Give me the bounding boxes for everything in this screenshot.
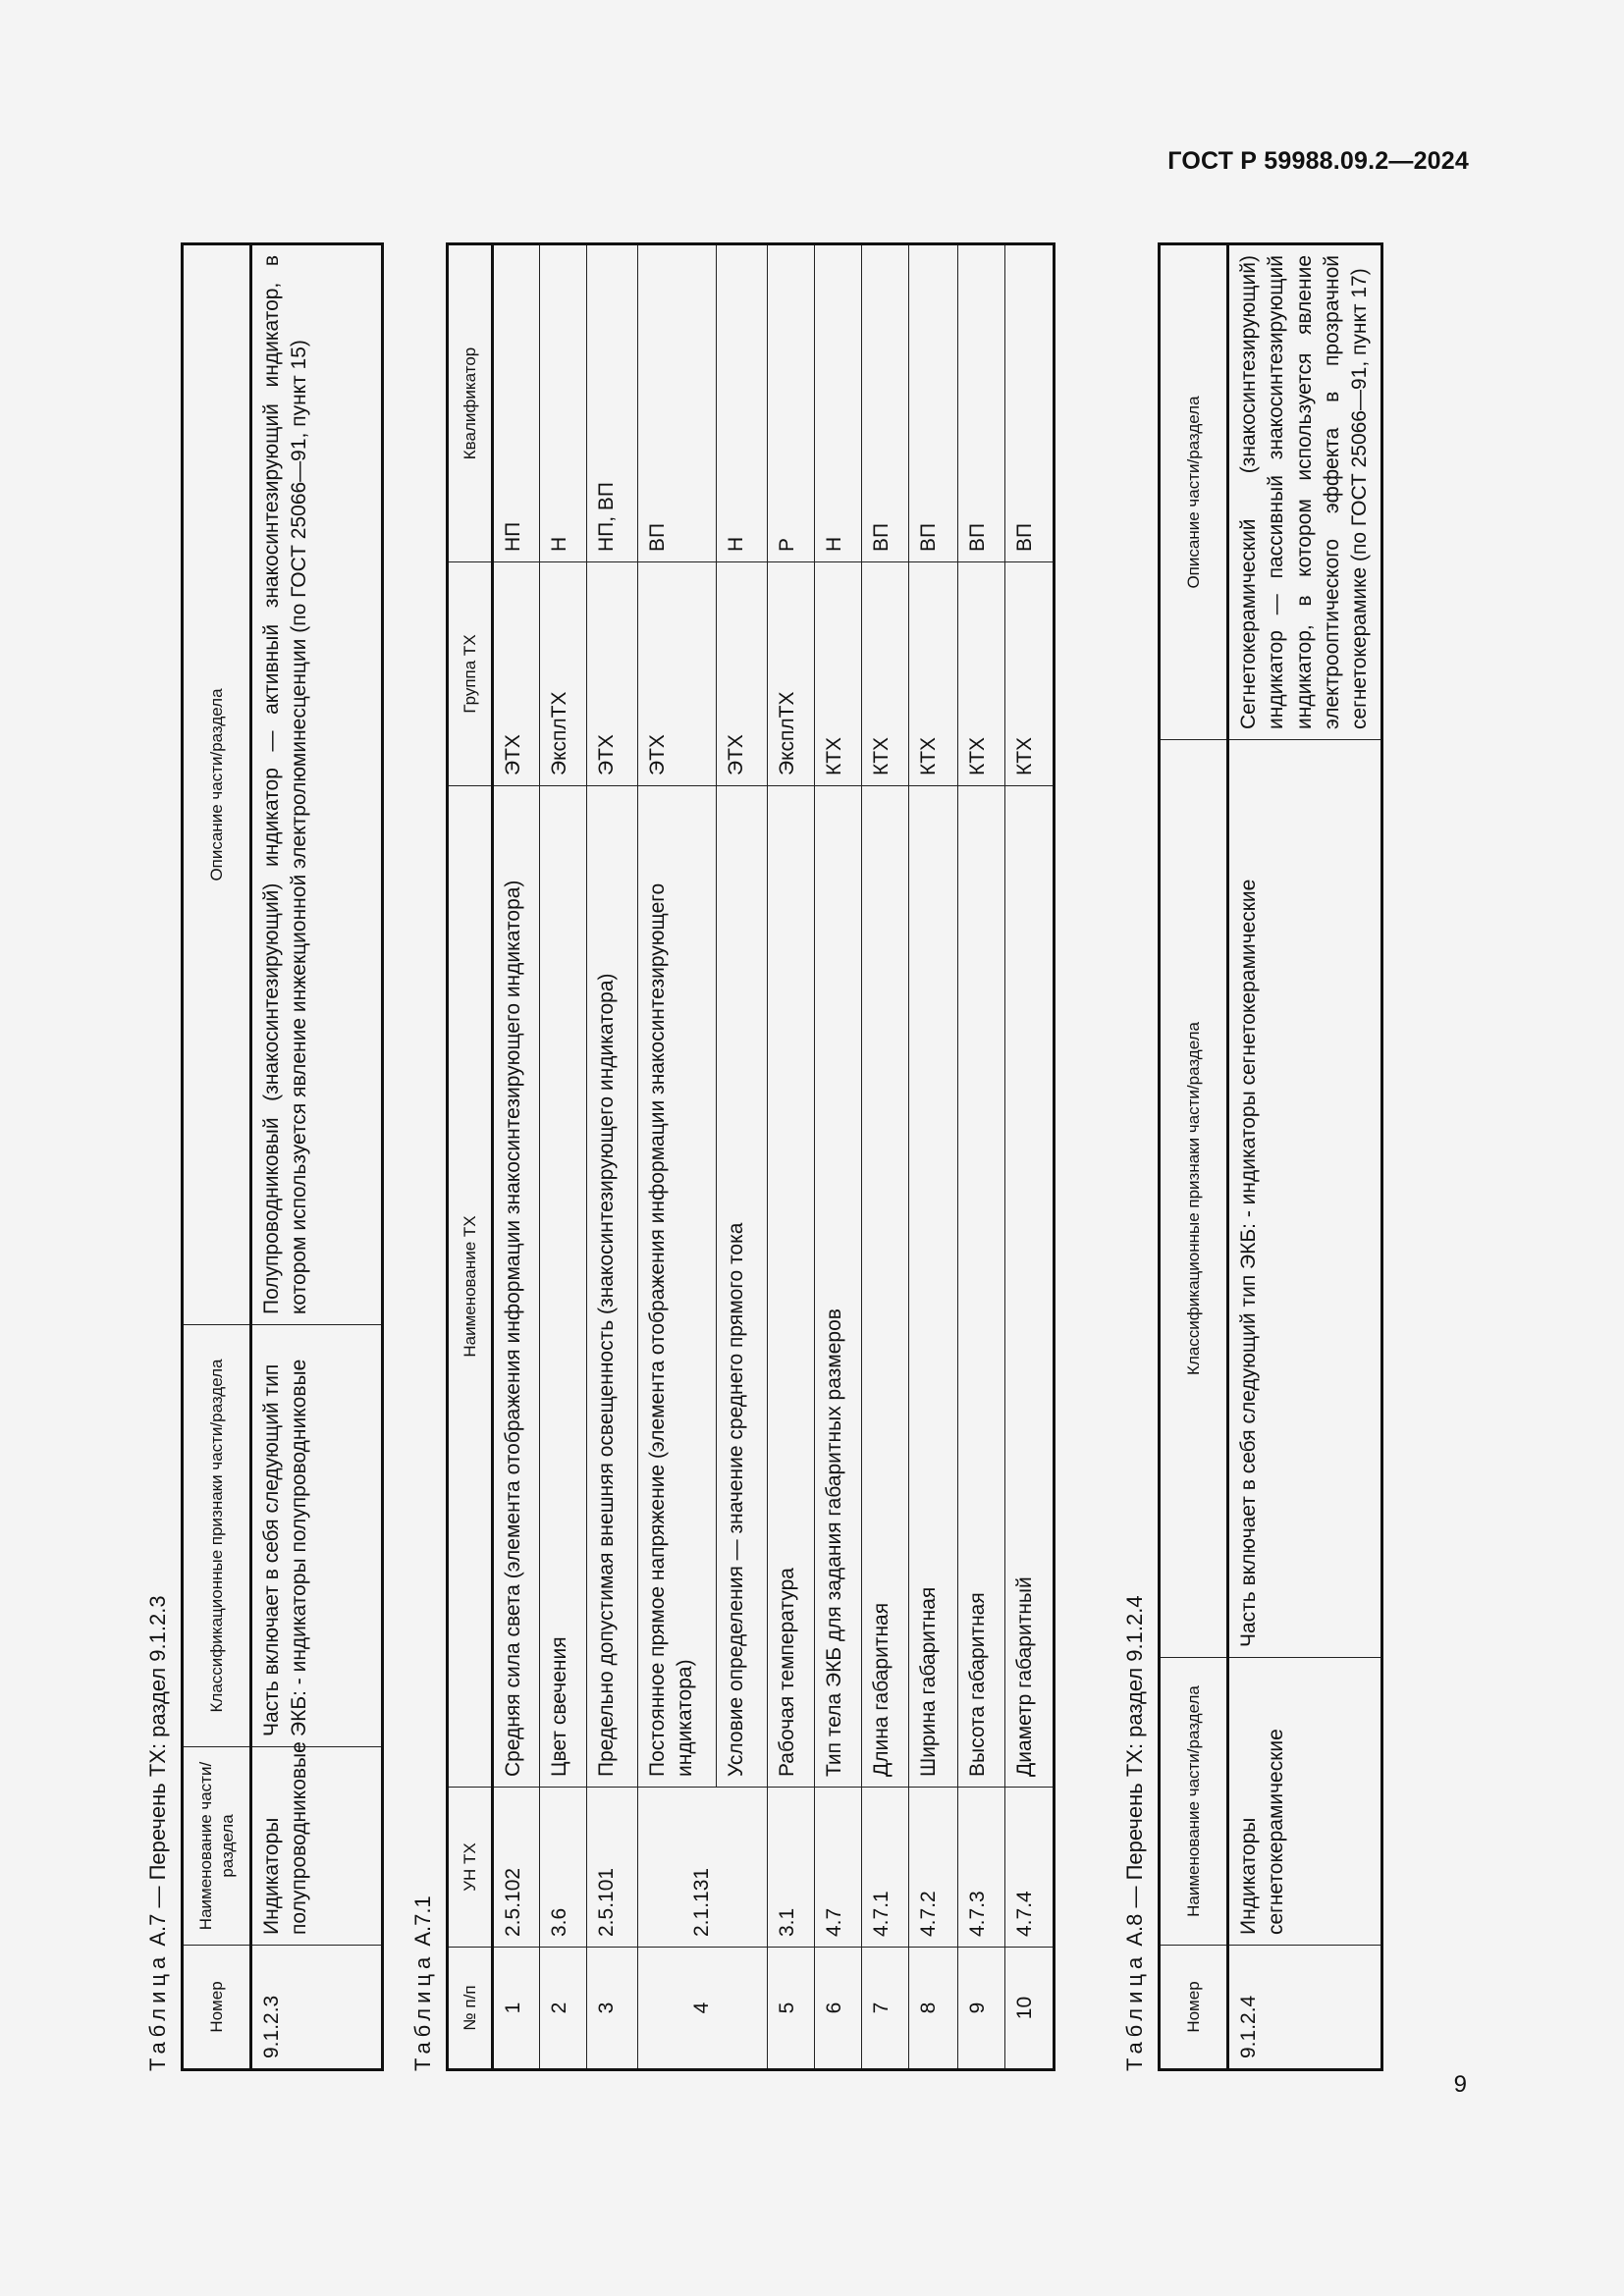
header-cell: № п/п (448, 1948, 493, 2070)
document-code: ГОСТ Р 59988.09.2—2024 (1167, 147, 1469, 175)
header-cell: Классификационные признаки части/раздела (1160, 740, 1228, 1658)
header-cell: Описание части/раздела (183, 244, 251, 1325)
cell-features: Часть включает в себя следующий тип ЭКБ: - индикаторы полупроводниковые (251, 1325, 383, 1747)
cell-number: 9.1.2.4 (1228, 1946, 1382, 2070)
cell-name: Индикаторы полупроводниковые (251, 1747, 383, 1946)
table-a7 (181, 242, 384, 2071)
header-cell: УН ТХ (448, 1788, 493, 1948)
table-a71-block (412, 242, 1056, 2071)
header-cell: Группа ТХ (448, 562, 493, 786)
table-a71-header (448, 244, 493, 2070)
table-row: 1 2.5.102 Средняя сила света (элемента отображения информации знакосинтезирующего индикатора) ЭТХ НП (493, 244, 540, 2070)
cell-description: Полупроводниковый (знакосинтезирующий) индикатор — активный знакосинтезирующий индикатор, в котором используется явление инжекционной электролюминесценции (по ГОСТ 25066—91, пункт 15) (251, 244, 383, 1325)
cell-number: 9.1.2.3 (251, 1946, 383, 2070)
cell-name: Индикаторы сегнетокерамические (1228, 1658, 1382, 1946)
table-a8 (1158, 242, 1383, 2071)
table-a8-header (1160, 244, 1228, 2070)
header-cell: Квалификатор (448, 244, 493, 562)
table-row: 10 4.7.4 Диаметр габаритный КТХ ВП (1005, 244, 1055, 2070)
table-a7-caption: Таблица А.7 — Перечень ТХ: раздел 9.1.2.3 (145, 1595, 170, 2071)
table-row: 4 2.1.131 Постоянное прямое напряжение (элемента отображения информации знакосинтезирующего индикатора) ЭТХ ВП (638, 244, 717, 2070)
header-cell: Наименование части/раздела (1160, 1658, 1228, 1946)
table-row (1228, 244, 1382, 2070)
table-a71-caption: Таблица А.7.1 (410, 1896, 435, 2071)
table-a7-header (183, 244, 251, 2070)
table-row: 3 2.5.101 Предельно допустимая внешняя освещенность (знакосинтезирующего индикатора) ЭТХ НП, ВП (587, 244, 638, 2070)
table-row: 9 4.7.3 Высота габаритная КТХ ВП (958, 244, 1005, 2070)
cell-features: Часть включает в себя следующий тип ЭКБ: - индикаторы сегнетокерамические (1228, 740, 1382, 1658)
table-row: 2 3.6 Цвет свечения ЭксплТХ Н (540, 244, 587, 2070)
header-cell: Наименование ТХ (448, 786, 493, 1788)
table-row (251, 244, 383, 2070)
header-cell: Наименование части/раздела (183, 1747, 251, 1946)
table-a7-block (147, 242, 384, 2071)
table-row: 6 4.7 Тип тела ЭКБ для задания габаритных размеров КТХ Н (815, 244, 862, 2070)
table-subrow: Условие определения — значение среднего прямого тока ЭТХ Н (717, 244, 768, 2070)
header-cell: Описание части/раздела (1160, 244, 1228, 740)
table-a8-caption: Таблица А.8 — Перечень ТХ: раздел 9.1.2.4 (1122, 1595, 1147, 2071)
table-a71 (446, 242, 1056, 2071)
table-row: 7 4.7.1 Длина габаритная КТХ ВП (862, 244, 909, 2070)
header-cell: Классификационные признаки части/раздела (183, 1325, 251, 1747)
table-a8-block (1124, 242, 1383, 2071)
table-row: 5 3.1 Рабочая температура ЭксплТХ Р (768, 244, 815, 2070)
header-cell: Номер (183, 1946, 251, 2070)
header-cell: Номер (1160, 1946, 1228, 2070)
page-number: 9 (1453, 2071, 1467, 2098)
cell-description: Сегнетокерамический (знакосинтезирующий) индикатор — пассивный знакосинтезирующий индикатор, в котором используется явление электрооптического эффекта в прозрачной сегнетокерамике (по ГОСТ 25066—91, пункт 17) (1228, 244, 1382, 740)
table-row: 8 4.7.2 Ширина габаритная КТХ ВП (909, 244, 958, 2070)
rotated-content (147, 245, 1424, 2071)
